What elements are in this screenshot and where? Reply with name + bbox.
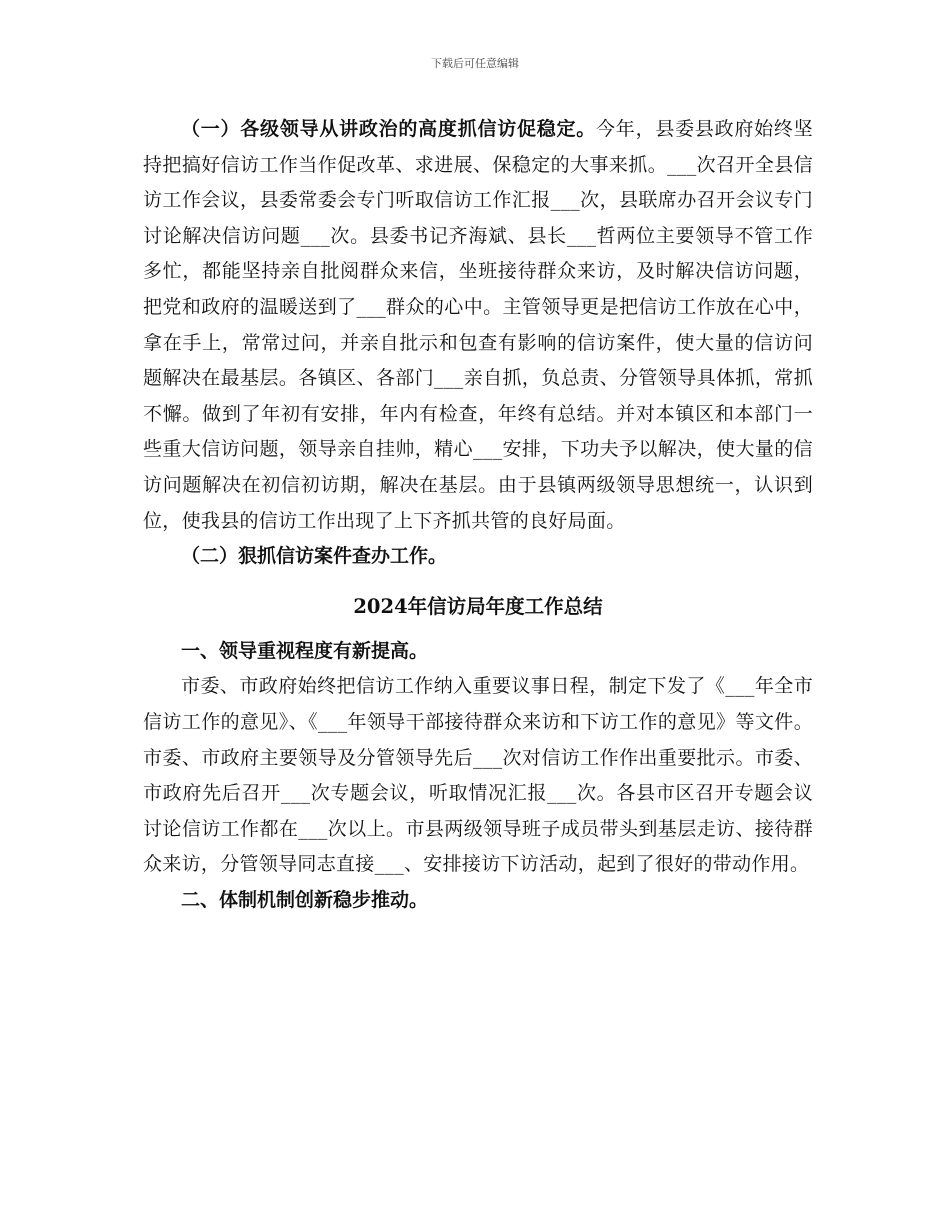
document-title: 2024年信访局年度工作总结: [353, 594, 603, 618]
section2-heading: （二）狠抓信访案件查办工作。: [181, 545, 448, 568]
page-header-note: 下载后可任意编辑: [431, 57, 519, 70]
section1-lead: （一）各级领导从讲政治的高度抓信访促稳定。: [181, 118, 597, 140]
part2-heading: 二、体制机制创新稳步推动。: [181, 888, 429, 911]
document-body: [143, 112, 813, 918]
part1-heading: 一、领导重视程度有新提高。: [181, 639, 429, 662]
part1-paragraph: 市委、市政府始终把信访工作纳入重要议事日程，制定下发了《___年全市信访工作的意见》、《___年领导干部接待群众来访和下访工作的意见》等文件。市委、市政府主要领导及分管领导先后___次对信访工作作出重要批示。市委、市政府先后召开___次专题会议，听取情况汇报___次。各县市区召开专题会议讨论信访工作都在___次以上。市县两级领导班子成员带头到基层走访、接待群众来访，分管领导同志直接___、安排接访下访活动，起到了很好的带动作用。: [143, 675, 813, 876]
section1-paragraph: [143, 112, 813, 539]
section1-body: 今年，县委县政府始终坚持把搞好信访工作当作促改革、求进展、保稳定的大事来抓。___次召开全县信访工作会议，县委常委会专门听取信访工作汇报___次，县联席办召开会议专门讨论解决信访问题___次。县委书记齐海斌、县长___哲两位主要领导不管工作多忙，都能坚持亲自批阅群众来信，坐班接待群众来访，及时解决信访问题，把党和政府的温暖送到了___群众的心中。主管领导更是把信访工作放在心中，拿在手上，常常过问，并亲自批示和包查有影响的信访案件，使大量的信访问题解决在最基层。各镇区、各部门___亲自抓，负总责、分管领导具体抓，常抓不懈。做到了年初有安排，年内有检查，年终有总结。并对本镇区和本部门一些重大信访问题，领导亲自挂帅，精心___安排，下功夫予以解决，使大量的信访问题解决在初信初访期，解决在基层。由于县镇两级领导思想统一，认识到位，使我县的信访工作出现了上下齐抓共管的良好局面。: [143, 118, 813, 532]
